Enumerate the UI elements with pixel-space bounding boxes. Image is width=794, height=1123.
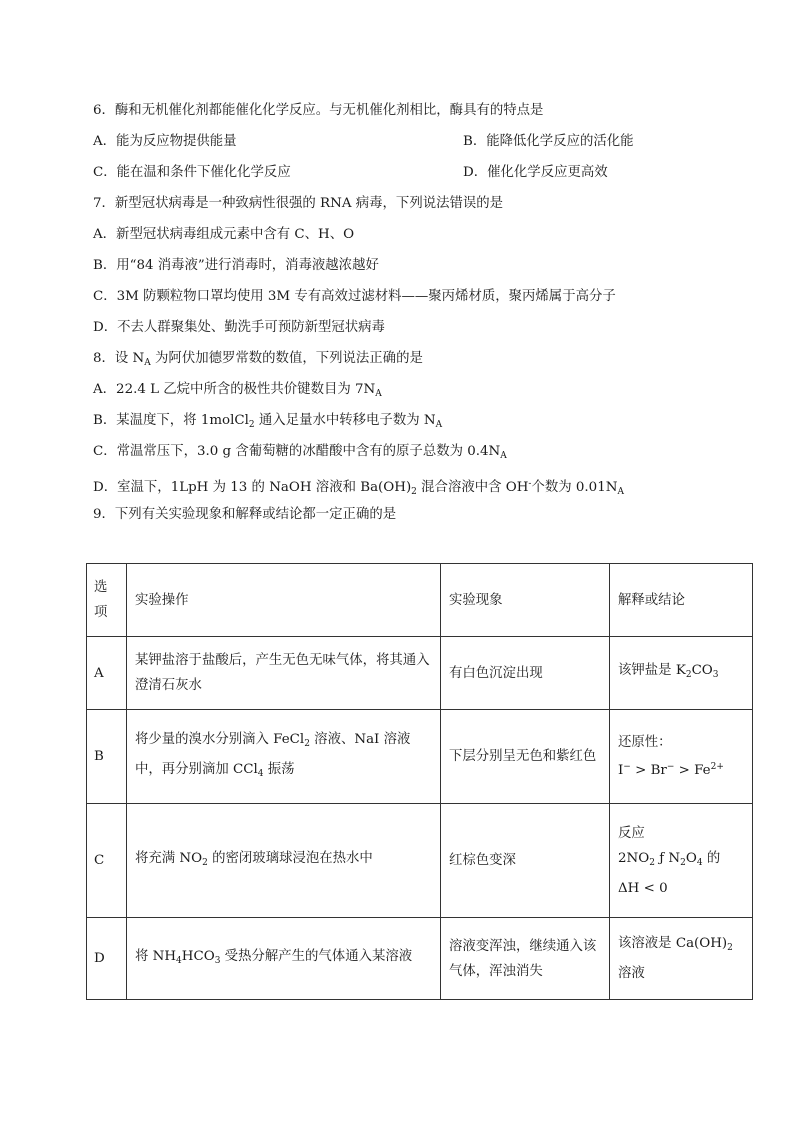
row-a-phenomenon: 有白色沉淀出现 xyxy=(441,637,610,710)
row-d-operation: 将 $NH_4HCO_3$ 受热分解产生的气体通入某溶液 xyxy=(127,918,441,1000)
row-c-conclusion: 反应 $2NO_2$ ƒ $N_2O_4$ 的 ΔH < 0 xyxy=(610,804,753,918)
row-c-operation: 将充满 $NO_2$ 的密闭玻璃球浸泡在热水中 xyxy=(127,804,441,918)
experiment-table xyxy=(86,563,753,1000)
row-d-option: D xyxy=(87,918,127,1000)
row-d-conclusion: 该溶液是 $Ca(OH)_2$ 溶液 xyxy=(610,918,753,1000)
row-b-conclusion: 还原性： $I^- > Br^- > Fe^{2+}$ xyxy=(610,710,753,804)
row-a-option: A xyxy=(87,637,127,710)
row-b-phenomenon: 下层分别呈无色和紫红色 xyxy=(441,710,610,804)
row-c-phenomenon: 红棕色变深 xyxy=(441,804,610,918)
q8-option-a: A．22.4 L 乙烷中所含的极性共价键数目为 $7N_A$ xyxy=(93,382,382,399)
q8-option-c: C．常温常压下，3.0 g 含葡萄糖的冰醋酸中含有的原子总数为 $0.4N_A$ xyxy=(93,444,507,461)
q8-option-d: D．室温下，1LpH 为 13 的 NaOH 溶液和 $Ba(OH)_2$ 混合溶液中含 OH-个数为 $0.01N_A$ xyxy=(93,479,624,497)
q7-option-a: A．新型冠状病毒组成元素中含有 C、H、O xyxy=(93,227,355,242)
q6-option-d: D．催化化学反应更高效 xyxy=(463,165,608,180)
row-b-option: B xyxy=(87,710,127,804)
row-b-operation: 将少量的溴水分别滴入 FeCl$_2$ 溶液、NaI 溶液中，再分别滴加 CCl$_4$ 振荡 xyxy=(127,710,441,804)
q6-stem: 6．酶和无机催化剂都能催化化学反应。与无机催化剂相比，酶具有的特点是 xyxy=(93,103,544,118)
table-row xyxy=(87,918,753,1000)
header-option: 选项 xyxy=(87,564,127,637)
q7-option-b: B．用“84 消毒液”进行消毒时，消毒液越浓越好 xyxy=(93,258,379,273)
q9-stem: 9．下列有关实验现象和解释或结论都一定正确的是 xyxy=(93,507,397,522)
q6-option-b: B．能降低化学反应的活化能 xyxy=(463,134,634,149)
q7-option-d: D．不去人群聚集处、勤洗手可预防新型冠状病毒 xyxy=(93,320,385,335)
q7-option-c: C．3M 防颗粒物口罩均使用 3M 专有高效过滤材料——聚丙烯材质，聚丙烯属于高分子 xyxy=(93,289,616,304)
header-phenomenon: 实验现象 xyxy=(441,564,610,637)
row-a-conclusion: 该钾盐是 $K_2CO_3$ xyxy=(610,637,753,710)
table-header-row xyxy=(87,564,753,637)
row-d-phenomenon: 溶液变浑浊，继续通入该气体，浑浊消失 xyxy=(441,918,610,1000)
row-a-operation: 某钾盐溶于盐酸后，产生无色无味气体，将其通入澄清石灰水 xyxy=(127,637,441,710)
row-c-option: C xyxy=(87,804,127,918)
header-conclusion: 解释或结论 xyxy=(610,564,753,637)
q8-stem: 8．设 $N_A$ 为阿伏加德罗常数的数值，下列说法正确的是 xyxy=(93,351,423,368)
q6-options-ab xyxy=(93,133,634,151)
q6-option-c: C．能在温和条件下催化化学反应 xyxy=(93,165,291,180)
q7-stem: 7．新型冠状病毒是一种致病性很强的 RNA 病毒，下列说法错误的是 xyxy=(93,196,504,211)
table-row xyxy=(87,637,753,710)
table-row xyxy=(87,710,753,804)
q8-option-b: B．某温度下，将 1molCl$_2$ 通入足量水中转移电子数为 $N_A$ xyxy=(93,413,443,430)
q6-options-cd xyxy=(93,164,608,182)
header-operation: 实验操作 xyxy=(127,564,441,637)
q6-option-a: A．能为反应物提供能量 xyxy=(93,134,237,149)
table-row xyxy=(87,804,753,918)
